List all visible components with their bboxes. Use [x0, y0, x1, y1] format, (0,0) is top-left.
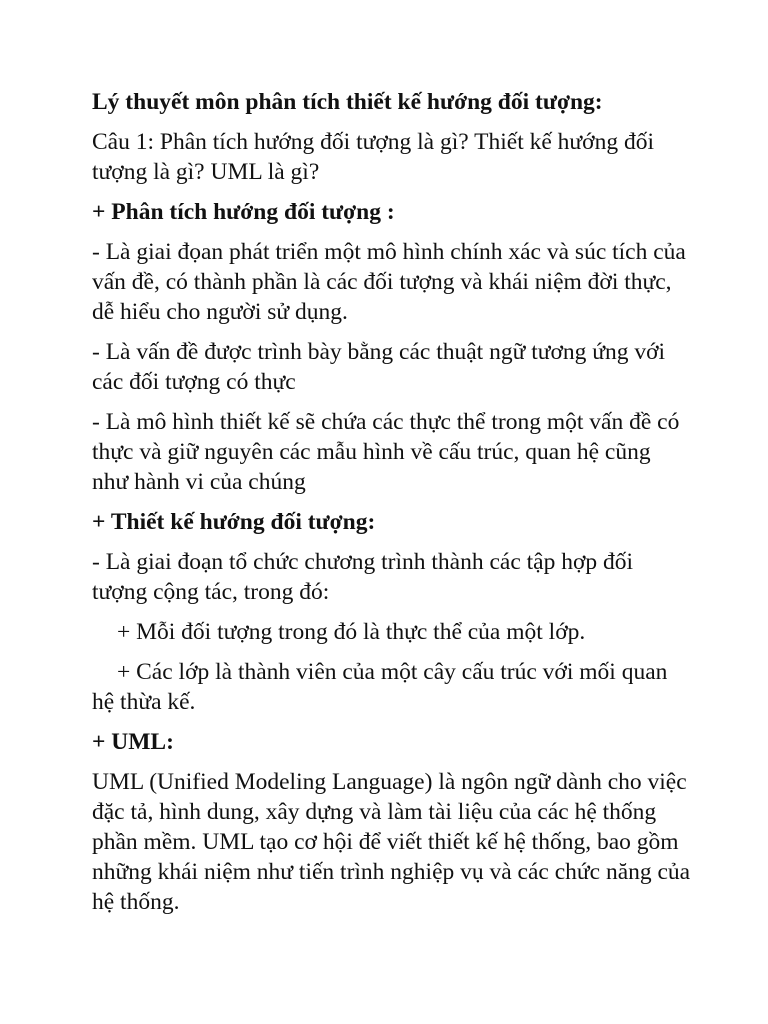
ood-subpoint-1: + Mỗi đối tượng trong đó là thực thể của một lớp. — [117, 619, 586, 645]
uml-text: UML (Unified Modeling Language) là ngôn ngữ dành cho việc đặc tả, hình dung, xây dựng và làm tài liệu của các hệ thống phần mềm. UML tạo cơ hội để viết thiết kế hệ thống, bao gồm những khái niệm như tiến trình nghiệp vụ và các chức năng của hệ thống. — [92, 769, 691, 915]
ooa-point-2: - Là vấn đề được trình bày bằng các thuật ngữ tương ứng với các đối tượng có thực — [92, 339, 666, 395]
document-page — [92, 87, 692, 927]
question-1: Câu 1: Phân tích hướng đối tượng là gì? Thiết kế hướng đối tượng là gì? UML là gì? — [92, 129, 654, 185]
uml-heading: + UML: — [92, 729, 174, 755]
ood-heading: + Thiết kế hướng đối tượng: — [92, 509, 376, 535]
ood-point: - Là giai đoạn tổ chức chương trình thành các tập hợp đối tượng cộng tác, trong đó: — [92, 549, 634, 605]
document-title: Lý thuyết môn phân tích thiết kế hướng đối tượng: — [92, 89, 603, 115]
ood-subpoint-2: + Các lớp là thành viên của một cây cấu trúc với mối quan hệ thừa kế. — [92, 659, 668, 715]
ooa-point-1: - Là giai đọan phát triển một mô hình chính xác và súc tích của vấn đề, có thành phần là các đối tượng và khái niệm đời thực, dễ hiểu cho người sử dụng. — [92, 239, 686, 325]
ooa-heading: + Phân tích hướng đối tượng : — [92, 199, 395, 225]
ooa-point-3: - Là mô hình thiết kế sẽ chứa các thực thể trong một vấn đề có thực và giữ nguyên các mẫu hình về cấu trúc, quan hệ cũng như hành vi của chúng — [92, 409, 680, 495]
